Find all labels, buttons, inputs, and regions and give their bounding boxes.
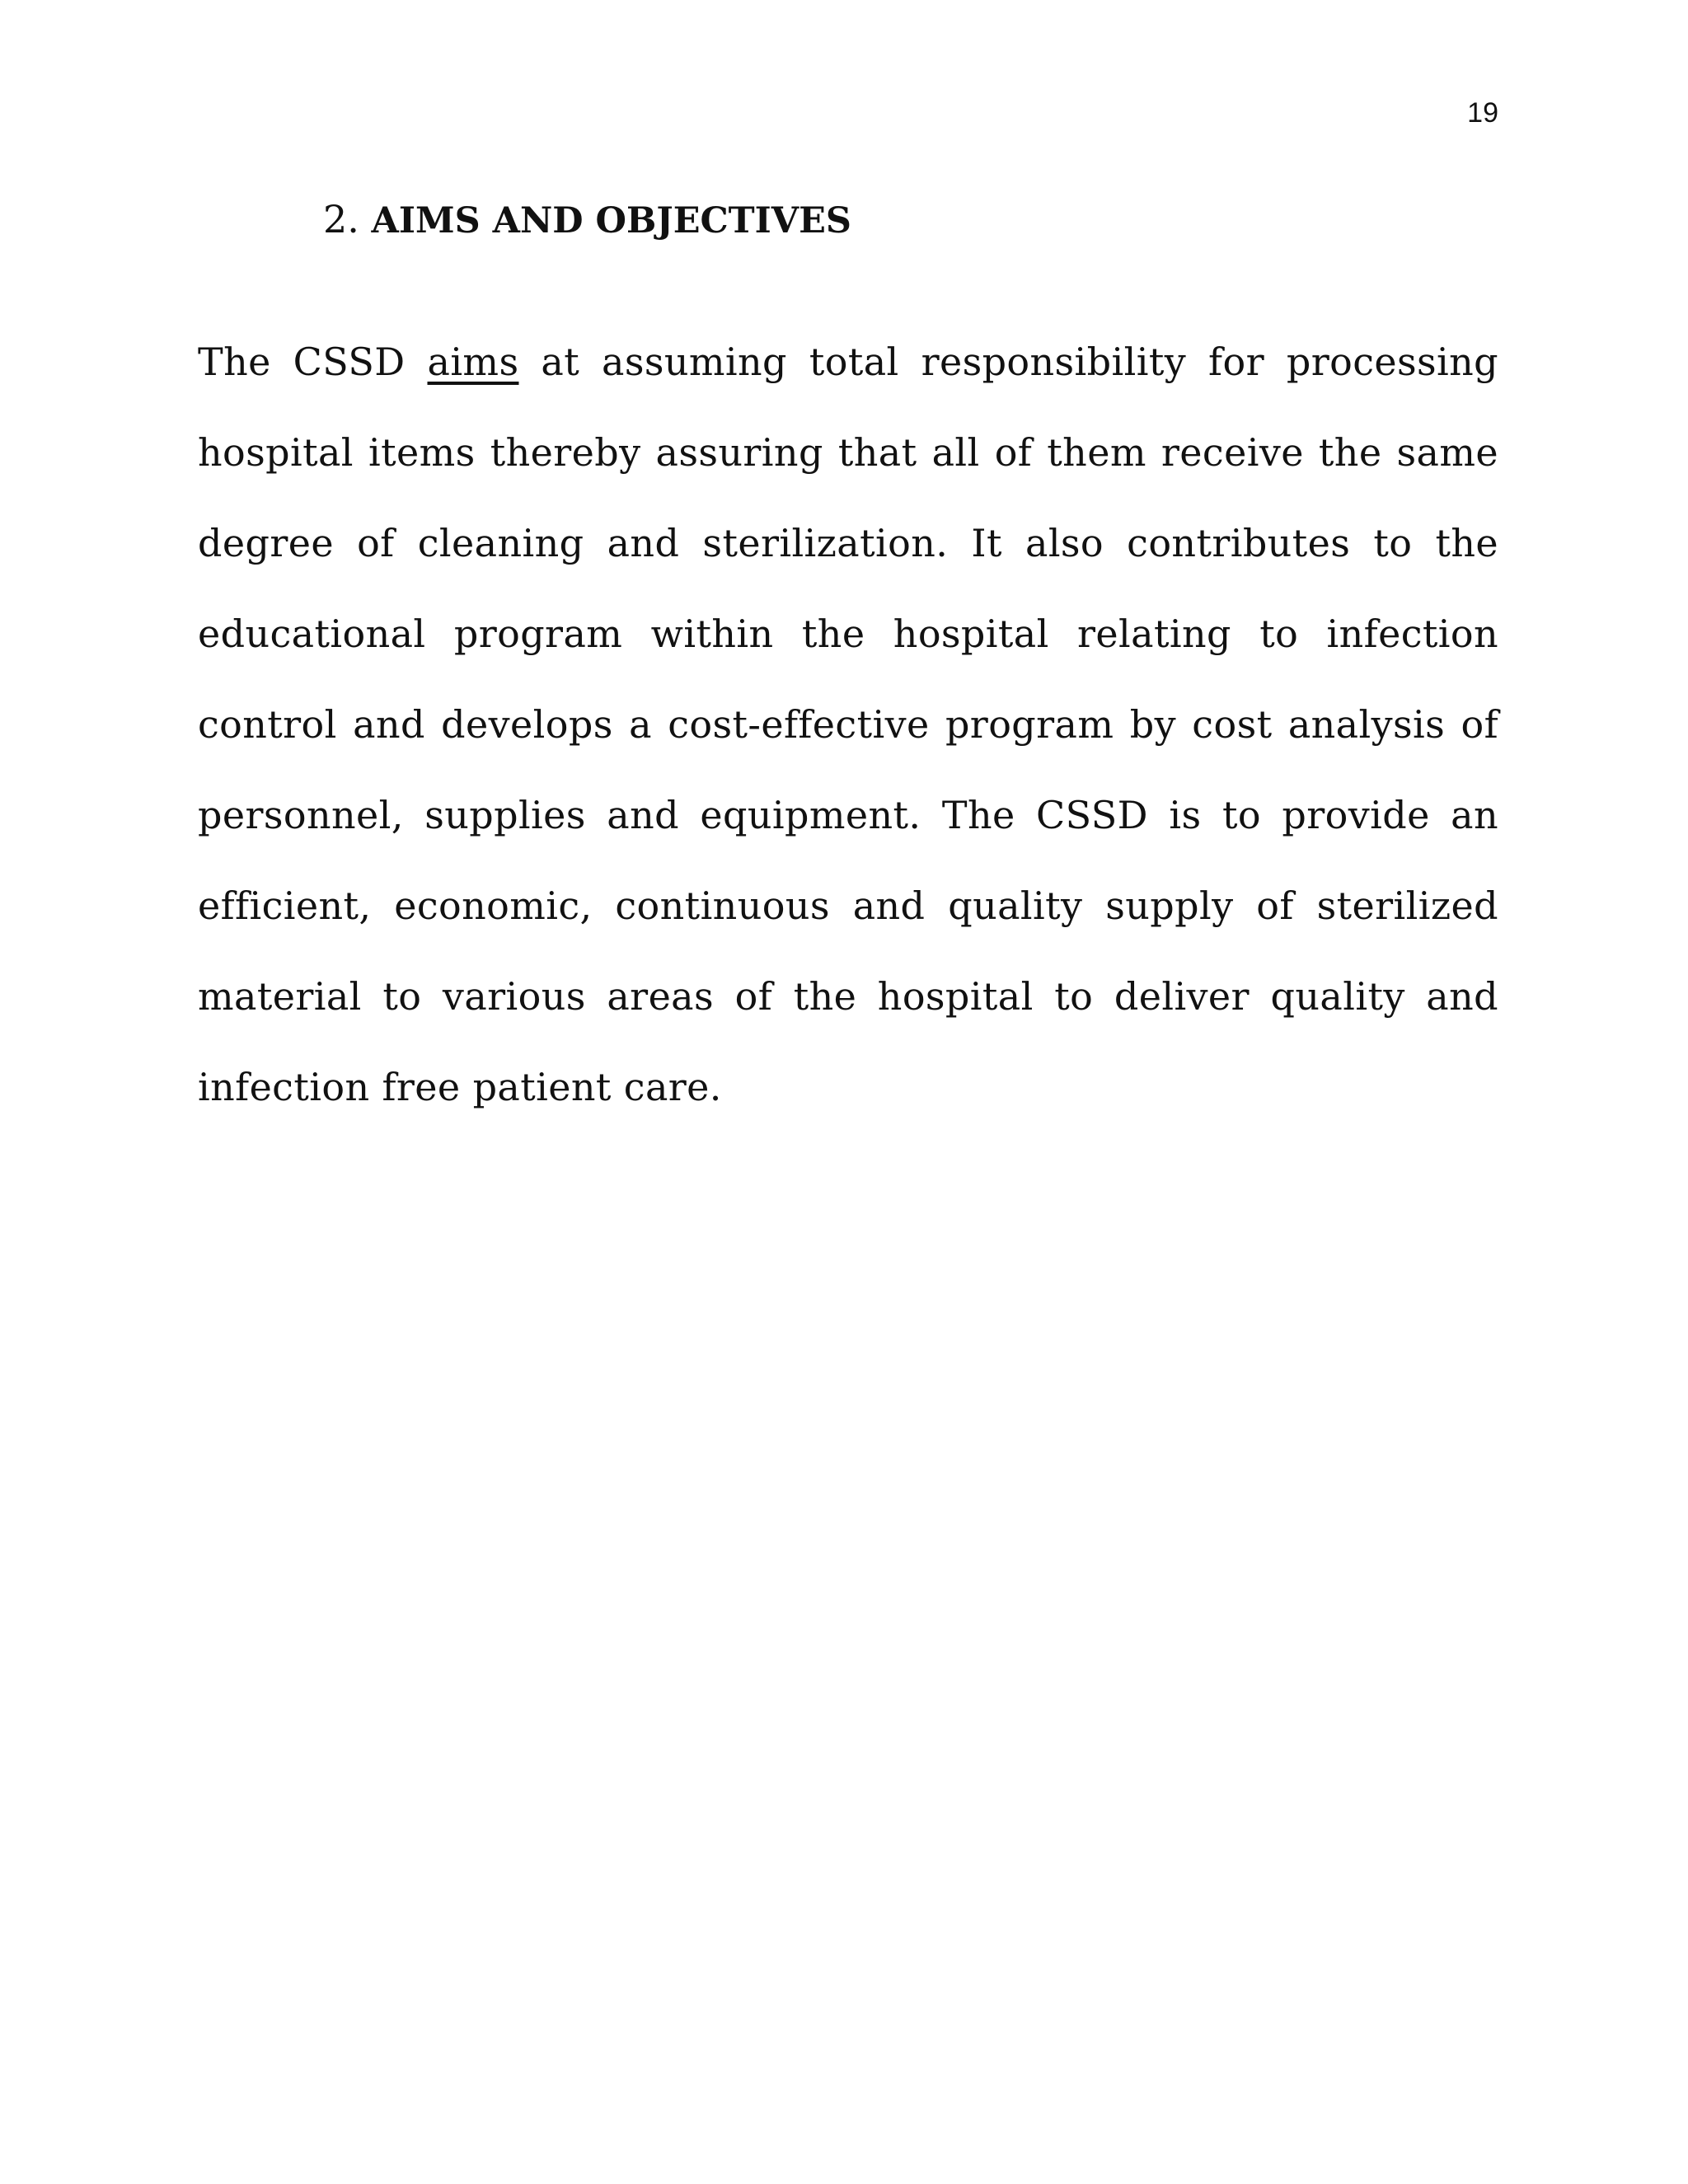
section-title: AIMS AND OBJECTIVES — [371, 200, 851, 241]
paragraph-text-rest: at assuming total responsibility for processing hospital items thereby assuring that all of them receive the same degree of cleaning and sterilization. It also contributes to the educational program within the hospital relating to infection control and develops a cost-effective program by cost analysis of personnel, supplies and equipment. The CSSD is to provide an efficient, economic, continuous and quality supply of sterilized material to various areas of the hospital to deliver quality and infection free patient care. — [198, 340, 1499, 1109]
paragraph-text-start: The CSSD — [198, 340, 428, 384]
page-number: 19 — [1467, 97, 1498, 129]
body-paragraph — [198, 316, 1498, 1132]
section-heading — [323, 194, 851, 246]
section-number: 2. — [323, 197, 359, 241]
underlined-word: aims — [427, 340, 519, 384]
